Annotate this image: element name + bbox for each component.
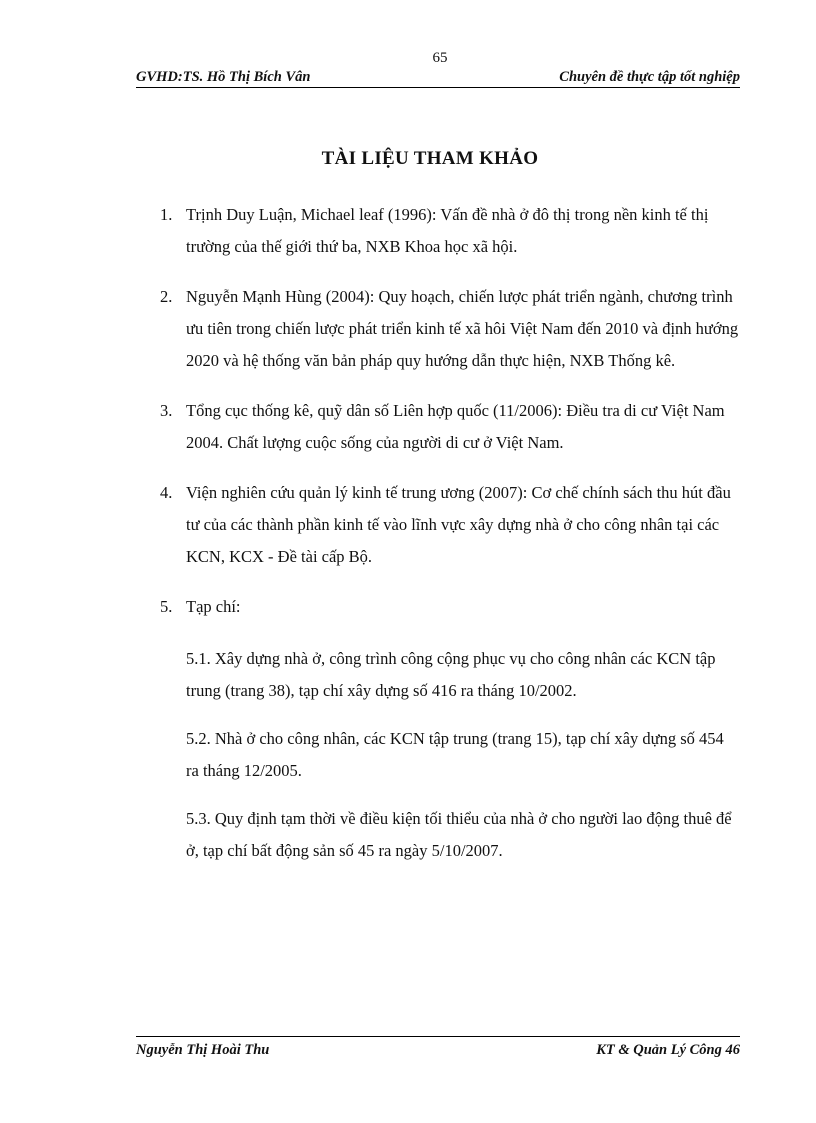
page-header <box>136 67 740 88</box>
header-doc-type: Chuyên đề thực tập tốt nghiệp <box>559 69 740 85</box>
reference-item-1 <box>160 199 740 263</box>
reference-item-3 <box>160 395 740 459</box>
page-number: 65 <box>432 50 448 66</box>
footer-class: KT & Quản Lý Công 46 <box>596 1042 740 1058</box>
reference-number: 2. <box>160 287 173 306</box>
page-title: TÀI LIỆU THAM KHẢO <box>321 148 539 169</box>
reference-number: 5. <box>160 597 173 616</box>
reference-number: 4. <box>160 483 173 502</box>
reference-list <box>160 199 740 885</box>
reference-item-5 <box>160 591 740 867</box>
footer-author: Nguyễn Thị Hoài Thu <box>136 1042 270 1058</box>
reference-text: Nguyễn Mạnh Hùng (2004): Quy hoạch, chiến lược phát triển ngành, chương trình ưu tiên trong chiến lược phát triển kinh tế xã hôi Việt Nam đến 2010 và định hướng 2020 và hệ thống văn bản pháp quy hướng dẫn thực hiện, NXB Thống kê. <box>186 287 739 370</box>
reference-text: Trịnh Duy Luận, Michael leaf (1996): Vấn đề nhà ở đô thị trong nền kinh tế thị trường của thế giới thứ ba, NXB Khoa học xã hội. <box>186 205 709 256</box>
page-footer <box>136 1036 740 1057</box>
reference-item-2 <box>160 281 740 377</box>
reference-item-4 <box>160 477 740 573</box>
reference-number: 1. <box>160 205 173 224</box>
sub-reference-5-1: 5.1. Xây dựng nhà ở, công trình công cộng phục vụ cho công nhân các KCN tập trung (trang 38), tạp chí xây dựng số 416 ra tháng 10/2002. <box>186 649 716 700</box>
sub-reference-5-2: 5.2. Nhà ở cho công nhân, các KCN tập trung (trang 15), tạp chí xây dựng số 454 ra tháng 12/2005. <box>186 729 724 780</box>
reference-text: Viện nghiên cứu quản lý kinh tế trung ương (2007): Cơ chế chính sách thu hút đầu tư của các thành phần kinh tế vào lĩnh vực xây dựng nhà ở cho công nhân tại các KCN, KCX - Đề tài cấp Bộ. <box>186 483 731 566</box>
reference-number: 3. <box>160 401 173 420</box>
header-advisor: GVHD:TS. Hồ Thị Bích Vân <box>136 69 311 85</box>
reference-text: Tổng cục thống kê, quỹ dân số Liên hợp quốc (11/2006): Điều tra di cư Việt Nam 2004. Chất lượng cuộc sống của người di cư ở Việt Nam. <box>186 401 725 452</box>
reference-text: Tạp chí: <box>186 597 241 616</box>
sub-reference-5-3: 5.3. Quy định tạm thời về điều kiện tối thiểu của nhà ở cho người lao động thuê để ở, tạp chí bất động sản số 45 ra ngày 5/10/2007. <box>186 809 732 860</box>
